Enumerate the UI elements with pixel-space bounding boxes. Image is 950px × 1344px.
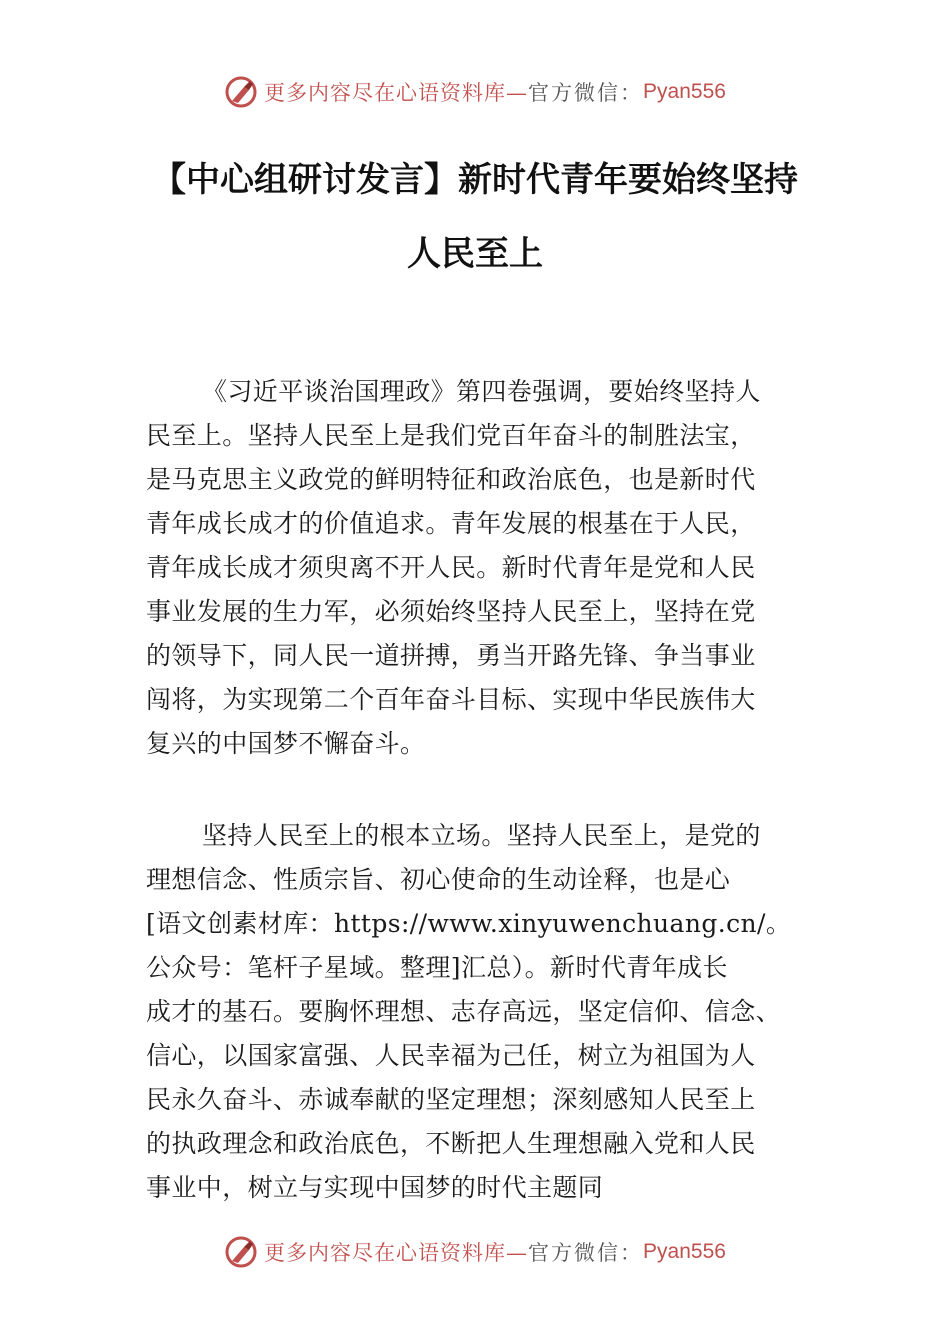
paragraph-line: 民至上。坚持人民至上是我们党百年奋斗的制胜法宝，	[146, 421, 756, 450]
paragraph-line: 复兴的中国梦不懈奋斗。	[146, 729, 426, 758]
banner-text: 更多内容尽在心语资料库—	[264, 1241, 529, 1265]
paragraph-line: 《习近平谈治国理政》第四卷强调，要始终坚持人	[202, 377, 761, 406]
paragraph-line: 信心，以国家富强、人民幸福为己任，树立为祖国为人	[146, 1041, 756, 1070]
paragraph-line: 闯将，为实现第二个百年奋斗目标、实现中华民族伟大	[146, 685, 756, 714]
paragraph-line: 民永久奋斗、赤诚奉献的坚定理想；深刻感知人民至上	[146, 1085, 756, 1114]
document-title-line-1: 【中心组研讨发言】新时代青年要始终坚持	[152, 160, 798, 200]
banner-wechat-id: Pyan556	[643, 1240, 726, 1263]
paragraph-line: 成才的基石。要胸怀理想、志存高远，坚定信仰、信念、	[146, 997, 782, 1026]
paragraph-line: 坚持人民至上的根本立场。坚持人民至上，是党的	[202, 821, 761, 850]
pen-logo-icon	[224, 75, 258, 109]
paragraph-2	[146, 814, 826, 1210]
document-title-line-2: 人民至上	[407, 234, 543, 274]
banner-wechat-id: Pyan556	[643, 80, 726, 103]
paragraph-line: 公众号：笔杆子星域。整理]汇总）。新时代青年成长	[146, 953, 728, 982]
paragraph-1	[146, 370, 826, 766]
paragraph-line: 青年成长成才须臾离不开人民。新时代青年是党和人民	[146, 553, 756, 582]
paragraph-line: 青年成长成才的价值追求。青年发展的根基在于人民，	[146, 509, 756, 538]
pen-logo-icon	[224, 1235, 258, 1269]
paragraph-line: 的执政理念和政治底色，不断把人生理想融入党和人民	[146, 1129, 756, 1158]
banner-text: 更多内容尽在心语资料库—	[264, 81, 529, 105]
footer-banner	[0, 1232, 950, 1272]
paragraph-line: 理想信念、性质宗旨、初心使命的生动诠释，也是心	[146, 865, 731, 894]
paragraph-line: 事业中，树立与实现中国梦的时代主题同	[146, 1173, 604, 1202]
paragraph-line: 是马克思主义政党的鲜明特征和政治底色，也是新时代	[146, 465, 756, 494]
paragraph-line: [语文创素材库：https://www.xinyuwenchuang.cn/。	[146, 909, 792, 938]
paragraph-line: 的领导下，同人民一道拼搏，勇当开路先锋、争当事业	[146, 641, 756, 670]
banner-wechat-label: 官方微信：	[528, 1241, 644, 1265]
paragraph-line: 事业发展的生力军，必须始终坚持人民至上，坚持在党	[146, 597, 756, 626]
banner-wechat-label: 官方微信：	[528, 81, 644, 105]
header-banner	[0, 72, 950, 112]
